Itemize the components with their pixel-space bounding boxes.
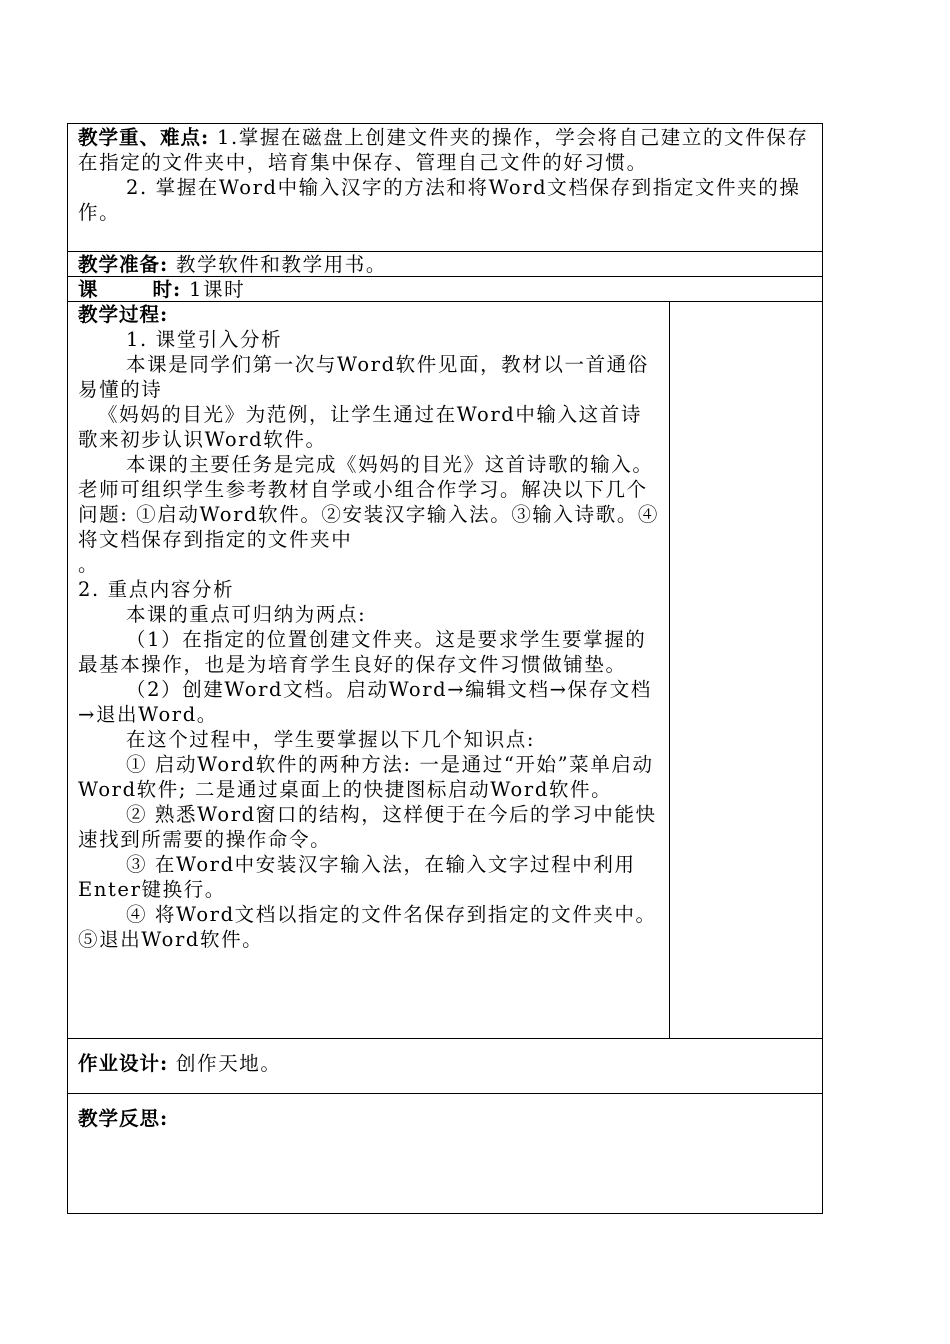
preparation-value: 教学软件和教学用书。 — [168, 253, 388, 276]
process-paragraph: ④ 将Word文档以指定的文件名保存到指定的文件夹中。⑤退出Word软件。 — [78, 903, 657, 951]
process-paragraph: （1）在指定的位置创建文件夹。这是要求学生要掌握的最基本操作，也是为培育学生良好的保存文件习惯做铺垫。 — [78, 628, 647, 676]
key-points-item2: 2. 掌握在Word中输入汉字的方法和将Word文档保存到指定文件夹的操作。 — [78, 176, 801, 224]
preparation-label: 教学准备: — [78, 253, 169, 276]
process-paragraph: 本课的主要任务是完成《妈妈的目光》这首诗歌的输入。老师可组织学生参考教材自学或小组合作学习。解决以下几个问题: ①启动Word软件。②安装汉字输入法。③输入诗歌。④将文档保存到指定的文件夹中 — [78, 453, 660, 551]
process-paragraph: ① 启动Word软件的两种方法: 一是通过“开始”菜单启动Word软件; 二是通过桌面上的快捷图标启动Word软件。 — [78, 753, 654, 801]
key-points-item1 — [78, 125, 812, 175]
class-hours-label-char1: 课 — [78, 278, 99, 301]
process-cell — [68, 302, 670, 1038]
reflection-row — [68, 1094, 822, 1213]
process-paragraph: ② 熟悉Word窗口的结构，这样便于在今后的学习中能快速找到所需要的操作命令。 — [78, 803, 657, 851]
reflection-label: 教学反思: — [78, 1107, 169, 1130]
lesson-plan-table — [67, 123, 823, 1214]
process-paragraph: 2. 重点内容分析 — [78, 578, 235, 601]
homework-label: 作业设计: — [78, 1052, 169, 1075]
homework-value: 创作天地。 — [168, 1052, 282, 1075]
key-points-label: 教学重、难点: — [78, 126, 210, 149]
process-paragraph: （2）创建Word文档。启动Word→编辑文档→保存文档→退出Word。 — [78, 678, 652, 726]
class-hours-value: 1课时 — [181, 278, 246, 301]
key-points-row — [68, 124, 822, 252]
process-paragraph: ③ 在Word中安装汉字输入法，在输入文字过程中利用Enter键换行。 — [78, 853, 636, 901]
process-paragraph: 本课是同学们第一次与Word软件见面，教材以一首通俗易懂的诗 — [78, 353, 649, 401]
process-notes-cell — [670, 302, 822, 1038]
process-row — [68, 302, 822, 1039]
process-paragraph: 。 — [78, 553, 100, 576]
class-hours-row — [68, 277, 822, 302]
process-paragraph: 本课的重点可归纳为两点: — [126, 603, 367, 626]
class-hours-label-char2: 时: — [152, 278, 182, 301]
process-paragraph: 1. 课堂引入分析 — [126, 328, 283, 351]
preparation-row — [68, 252, 822, 277]
process-paragraph: 《妈妈的目光》为范例，让学生通过在Word中输入这首诗歌来初步认识Word软件。 — [78, 403, 642, 451]
key-points-text1: 1.掌握在磁盘上创建文件夹的操作，学会将自己建立的文件保存在指定的文件夹中，培育集中保存、管理自己文件的好习惯。 — [78, 126, 809, 174]
process-paragraph: 在这个过程中，学生要掌握以下几个知识点: — [126, 728, 536, 751]
process-label: 教学过程: — [78, 303, 169, 326]
homework-row — [68, 1039, 822, 1094]
